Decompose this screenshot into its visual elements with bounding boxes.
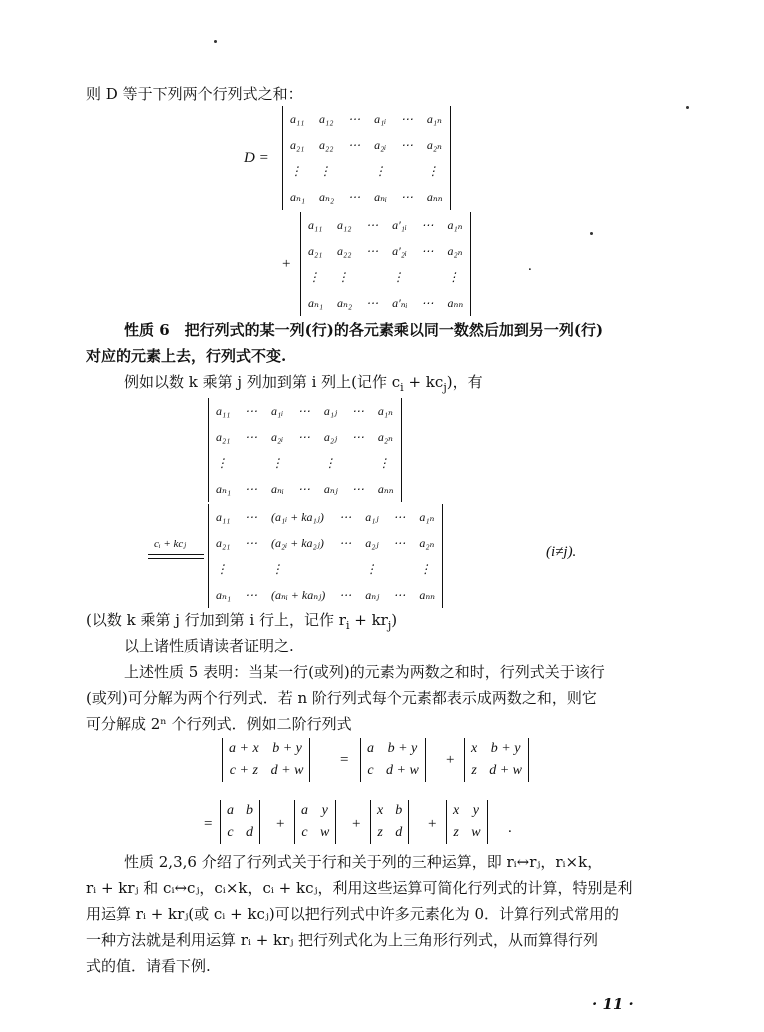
matrix-entry: ⋯ (297, 429, 310, 444)
matrix-row (209, 530, 442, 556)
scan-speck (686, 106, 689, 109)
matrix-entry: a′₁ᵢ (392, 217, 407, 232)
equals-sign: = (204, 816, 213, 832)
matrix-entry: aₙ₁ (290, 189, 306, 204)
matrix-entry: a₂₁ (216, 429, 231, 444)
det-entry: z (453, 825, 459, 840)
eq-bar-bottom (148, 558, 204, 559)
matrix-entry: a₂₂ (337, 243, 352, 258)
period: . (528, 258, 532, 274)
matrix-entry: a₁ⱼ (365, 509, 379, 524)
page-number: · 11 · (592, 995, 634, 1013)
example-line: 例如以数 k 乘第 j 列加到第 i 列上(记作 $c_i + kc_j$)，有 (124, 373, 483, 394)
det-entry: z (377, 825, 383, 840)
matrix-row (221, 800, 259, 822)
matrix-entry: a₁ₙ (419, 509, 435, 524)
matrix-row (361, 738, 425, 760)
matrix-entry: ⋯ (351, 403, 364, 418)
matrix-entry: ⋮ (271, 561, 284, 576)
eq-bar-top (148, 554, 204, 555)
matrix-entry: ⋮ (319, 163, 332, 178)
matrix-row (301, 290, 470, 316)
matrix-entry: a₂ᵢ (374, 137, 387, 152)
matrix-row (223, 760, 309, 782)
det2-r2 (464, 738, 529, 782)
scan-speck (590, 232, 593, 235)
matrix-row (209, 556, 442, 582)
matrix-entry: ⋯ (393, 587, 406, 602)
matrix-row (209, 504, 442, 530)
matrix-entry: aₙᵢ (271, 481, 284, 496)
det-entry: x (377, 803, 384, 818)
matrix-row (371, 822, 408, 844)
para-line-1: 上述性质 5 表明：当某一行(或列)的元素为两数之和时，行列式关于该行 (124, 663, 605, 681)
matrix-entry: ⋮ (447, 269, 460, 284)
matrix-row (209, 450, 401, 476)
property-6-cont: 对应的元素上去，行列式不变. (86, 347, 287, 365)
matrix-entry: ⋮ (377, 455, 390, 470)
plus-sign: + (282, 256, 291, 272)
matrix-row (465, 738, 528, 760)
det-entry: b + y (272, 741, 302, 756)
det-entry: y (321, 803, 328, 818)
matrix-row (301, 264, 470, 290)
det-entry: d + w (270, 763, 304, 778)
matrix-entry: ⋯ (245, 403, 258, 418)
matrix-entry: a₁ₙ (426, 111, 442, 126)
det-entry: b (246, 803, 253, 818)
det-entry: d (395, 825, 403, 840)
matrix-entry: a₂ⱼ (365, 535, 379, 550)
plus-sign: + (428, 816, 437, 832)
plus-sign: + (352, 816, 361, 832)
matrix-entry: aₙ₁ (216, 587, 232, 602)
matrix-entry: ⋯ (421, 217, 434, 232)
matrix-entry: ⋯ (339, 509, 352, 524)
matrix-entry: ⋯ (421, 295, 434, 310)
matrix-entry: ⋯ (351, 429, 364, 444)
matrix-entry (414, 264, 440, 290)
plus-sign: + (276, 816, 285, 832)
matrix-entry: a₂₁ (308, 243, 323, 258)
det-entry: a (227, 803, 234, 818)
matrix-row (301, 212, 470, 238)
matrix-row (283, 106, 450, 132)
matrix-entry: ⋯ (245, 509, 258, 524)
matrix-entry: ⋯ (400, 189, 413, 204)
matrix-row (209, 398, 401, 424)
det-entry: w (320, 825, 330, 840)
matrix-entry: ⋮ (290, 163, 302, 178)
matrix-entry: a₂₁ (290, 137, 305, 152)
matrix-entry: ⋯ (339, 587, 352, 602)
column-op-label: cᵢ + kcⱼ (154, 538, 187, 550)
det-entry: b + y (490, 741, 521, 756)
det-entry: x (471, 741, 478, 756)
matrix-entry: a₁₁ (290, 111, 305, 126)
matrix-entry: (a₂ᵢ + ka₂ⱼ) (271, 535, 324, 550)
matrix-entry: ⋯ (400, 111, 413, 126)
det-entry: c + z (229, 763, 258, 778)
det-entry: a + x (229, 741, 259, 756)
matrix-entry (332, 556, 358, 582)
determinant-transformed (208, 504, 443, 608)
matrix-entry: ⋯ (297, 481, 310, 496)
det-entry: d + w (386, 763, 419, 778)
matrix-entry: a₁₁ (308, 217, 323, 232)
matrix-row (361, 760, 425, 782)
matrix-row (209, 424, 401, 450)
proof-note: 以上诸性质请读者证明之. (124, 637, 294, 655)
matrix-entry: aₙ₁ (216, 481, 232, 496)
matrix-entry: aₙ₂ (319, 189, 335, 204)
matrix-entry: ⋮ (323, 455, 336, 470)
matrix-row (447, 800, 487, 822)
matrix-row (283, 158, 450, 184)
det-entry: x (453, 803, 460, 818)
matrix-entry: ⋯ (400, 137, 413, 152)
det-entry: c (367, 763, 374, 778)
matrix-entry: a₂ₙ (419, 535, 435, 550)
det-entry: z (471, 763, 477, 778)
plus-sign: + (446, 752, 455, 768)
matrix-entry: a₁₁ (216, 403, 231, 418)
matrix-row (209, 582, 442, 608)
matrix-row (223, 738, 309, 760)
matrix-entry: aₙⱼ (323, 481, 338, 496)
matrix-entry: aₙₙ (419, 587, 436, 602)
matrix-entry (394, 158, 420, 184)
det-entry: b (395, 803, 403, 818)
matrix-entry: a₂₁ (216, 535, 231, 550)
matrix-entry: aₙ₁ (308, 295, 324, 310)
det-entry: w (471, 825, 481, 840)
condition-label: (i≠j). (546, 544, 577, 560)
matrix-entry: ⋮ (426, 163, 439, 178)
matrix-entry: ⋮ (271, 455, 284, 470)
matrix-entry (238, 556, 264, 582)
matrix-row (465, 760, 528, 782)
determinant-original (208, 398, 402, 502)
matrix-entry: a₁ᵢ (271, 403, 284, 418)
para-line-8: 式的值．请看下例. (86, 957, 211, 975)
scan-speck (214, 40, 217, 43)
det-entry: d (246, 825, 253, 840)
det2-lhs (222, 738, 310, 782)
matrix-row (447, 822, 487, 844)
matrix-entry: aₙ₂ (337, 295, 353, 310)
matrix-row (283, 184, 450, 210)
matrix-entry: a′₂ᵢ (392, 243, 407, 258)
matrix-entry: ⋯ (245, 481, 258, 496)
period: . (508, 820, 512, 836)
matrix-entry: a₂₂ (319, 137, 334, 152)
matrix-entry: aₙᵢ (374, 189, 387, 204)
matrix-entry: ⋯ (245, 587, 258, 602)
det-entry: a (301, 803, 308, 818)
matrix-entry: a₁ⱼ (323, 403, 338, 418)
det2-s1 (220, 800, 260, 844)
det2-s4 (446, 800, 488, 844)
matrix-entry: a₁ᵢ (374, 111, 387, 126)
matrix-entry: aₙₙ (447, 295, 464, 310)
matrix-entry: a₁₂ (337, 217, 352, 232)
matrix-entry: ⋯ (348, 111, 361, 126)
matrix-entry: ⋮ (365, 561, 378, 576)
matrix-entry: a₂ⱼ (323, 429, 338, 444)
matrix-entry: ⋯ (366, 217, 379, 232)
matrix-row (301, 238, 470, 264)
matrix-entry: a₂ₙ (377, 429, 393, 444)
matrix-entry: ⋮ (374, 163, 387, 178)
matrix-entry (359, 264, 385, 290)
para-line-2: (或列)可分解为两个行列式．若 n 阶行列式每个元素都表示成两数之和，则它 (86, 689, 597, 707)
intro-line: 则 D 等于下列两个行列式之和： (86, 85, 303, 103)
property-6-title: 性质 6 把行列式的某一列(行)的各元素乘以同一数然后加到另一列(行) (124, 321, 604, 339)
matrix-entry (345, 450, 371, 476)
row-op-line: (以数 k 乘第 j 行加到第 i 行上，记作 $r_i + kr_j$) (86, 611, 398, 632)
matrix-entry: aₙⱼ (365, 587, 380, 602)
matrix-entry: a₂ᵢ (271, 429, 284, 444)
matrix-row (283, 132, 450, 158)
matrix-entry: aₙₙ (426, 189, 443, 204)
matrix-entry: ⋮ (308, 269, 320, 284)
d-equals-label: D = (244, 150, 269, 166)
det-entry: d + w (489, 763, 523, 778)
matrix-entry: ⋯ (393, 535, 406, 550)
matrix-row (295, 800, 335, 822)
det-entry: b + y (387, 741, 418, 756)
det2-r1 (360, 738, 426, 782)
para-line-5: rᵢ + krⱼ 和 cᵢ↔cⱼ，cᵢ×k，cᵢ + kcⱼ，利用这些运算可简化行列式的计算，特别是利 (86, 879, 633, 897)
matrix-row (371, 800, 408, 822)
matrix-entry: a₁₁ (216, 509, 231, 524)
matrix-entry (291, 450, 317, 476)
equals-sign: = (340, 752, 349, 768)
para-line-7: 一种方法就是利用运算 rᵢ + krⱼ 把行列式化为上三角形行列式，从而算得行列 (86, 931, 599, 949)
det-entry: c (301, 825, 308, 840)
matrix-entry: a₁₂ (319, 111, 334, 126)
det2-s3 (370, 800, 409, 844)
matrix-entry: ⋮ (337, 269, 350, 284)
matrix-entry: a₁ₙ (377, 403, 393, 418)
matrix-entry: ⋯ (348, 189, 361, 204)
matrix-entry: a₂ₙ (426, 137, 442, 152)
matrix-entry: ⋯ (421, 243, 434, 258)
matrix-entry: ⋯ (348, 137, 361, 152)
matrix-entry (341, 158, 367, 184)
matrix-entry: ⋯ (245, 535, 258, 550)
matrix-entry: ⋯ (245, 429, 258, 444)
matrix-entry: ⋯ (393, 509, 406, 524)
det-entry: a (367, 741, 374, 756)
matrix-entry (386, 556, 412, 582)
matrix-entry: ⋯ (366, 295, 379, 310)
matrix-row (209, 476, 401, 502)
determinant-d-prime (300, 212, 471, 316)
matrix-entry: ⋮ (216, 561, 228, 576)
matrix-entry: ⋮ (419, 561, 432, 576)
matrix-entry: a′ₙᵢ (392, 295, 408, 310)
matrix-entry: (a₁ᵢ + ka₁ⱼ) (271, 509, 324, 524)
determinant-d (282, 106, 451, 210)
matrix-row (295, 822, 335, 844)
matrix-entry: ⋯ (297, 403, 310, 418)
det2-s2 (294, 800, 336, 844)
para-line-6: 用运算 rᵢ + krⱼ(或 cᵢ + kcⱼ)可以把行列式中许多元素化为 0．计算行列式常用的 (86, 905, 620, 923)
matrix-entry: a₂ₙ (447, 243, 463, 258)
matrix-entry: aₙₙ (377, 481, 394, 496)
para-line-3: 可分解成 2ⁿ 个行列式．例如二阶行列式 (86, 715, 352, 733)
matrix-entry: a₁ₙ (447, 217, 463, 232)
det-entry: y (472, 803, 479, 818)
det-entry: c (227, 825, 234, 840)
matrix-row (221, 822, 259, 844)
matrix-entry (238, 450, 264, 476)
para-line-4: 性质 2,3,6 介绍了行列式关于行和关于列的三种运算，即 rᵢ↔rⱼ，rᵢ×k， (124, 853, 603, 871)
matrix-entry: ⋯ (339, 535, 352, 550)
matrix-entry: ⋯ (366, 243, 379, 258)
matrix-entry: (aₙᵢ + kaₙⱼ) (271, 587, 326, 602)
matrix-entry: ⋮ (392, 269, 405, 284)
matrix-entry: ⋮ (216, 455, 228, 470)
matrix-entry: ⋯ (351, 481, 364, 496)
